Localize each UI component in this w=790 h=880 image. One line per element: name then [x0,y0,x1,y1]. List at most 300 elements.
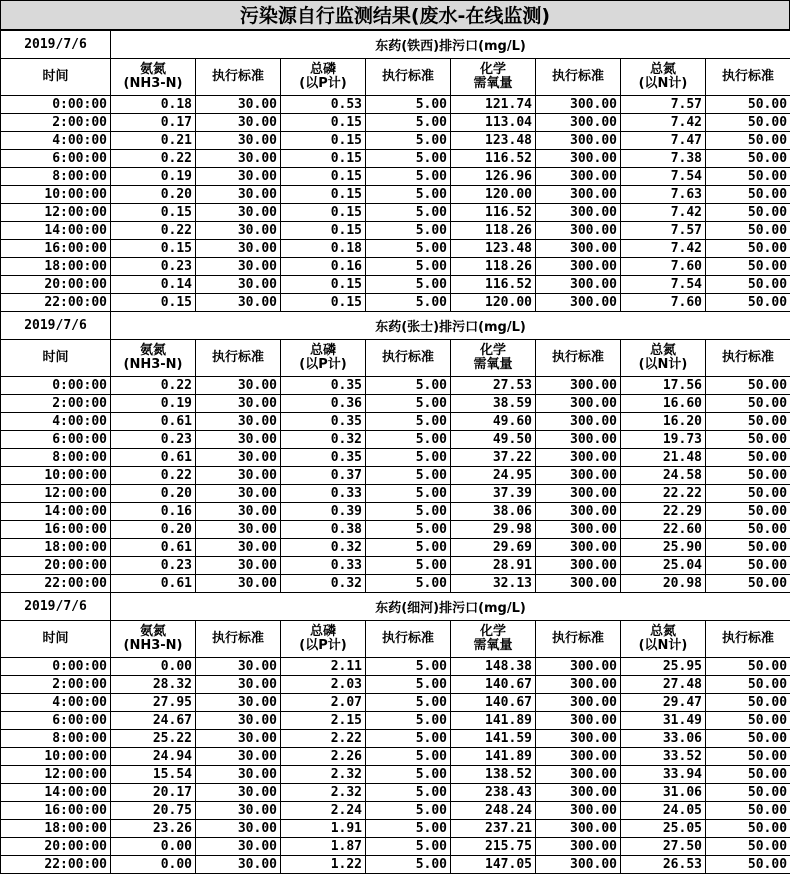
value-cell: 30.00 [196,240,281,258]
value-cell: 300.00 [536,395,621,413]
value-cell: 7.42 [621,240,706,258]
column-header-line: (以P计) [299,357,347,372]
value-cell: 29.69 [451,539,536,557]
value-cell: 7.57 [621,96,706,114]
value-cell: 30.00 [196,658,281,676]
value-cell: 300.00 [536,258,621,276]
value-cell: 20.75 [111,802,196,820]
column-header [281,621,366,658]
column-header-line: 需氧量 [473,76,513,91]
value-cell: 300.00 [536,204,621,222]
column-header-line: (以P计) [299,638,347,653]
value-cell: 0.35 [281,413,366,431]
value-cell: 0.15 [281,168,366,186]
value-cell: 17.56 [621,377,706,395]
time-cell: 6:00:00 [1,150,111,168]
value-cell: 7.42 [621,204,706,222]
value-cell: 49.50 [451,431,536,449]
column-header-line: 总磷 [309,624,336,639]
value-cell: 50.00 [706,485,790,503]
column-header-line: 时间 [42,631,69,646]
value-cell: 0.00 [111,856,196,874]
value-cell: 5.00 [366,658,451,676]
value-cell: 0.32 [281,431,366,449]
value-cell: 0.15 [281,222,366,240]
value-cell: 30.00 [196,802,281,820]
value-cell: 7.38 [621,150,706,168]
value-cell: 300.00 [536,413,621,431]
column-header-line: (NH3-N) [123,76,183,91]
value-cell: 30.00 [196,431,281,449]
column-header [706,621,790,658]
value-cell: 49.60 [451,413,536,431]
value-cell: 30.00 [196,204,281,222]
value-cell: 5.00 [366,150,451,168]
value-cell: 2.15 [281,712,366,730]
value-cell: 30.00 [196,521,281,539]
value-cell: 5.00 [366,96,451,114]
value-cell: 300.00 [536,539,621,557]
time-cell: 12:00:00 [1,766,111,784]
value-cell: 50.00 [706,413,790,431]
value-cell: 123.48 [451,240,536,258]
value-cell: 300.00 [536,575,621,593]
table-row [1,503,790,521]
value-cell: 30.00 [196,784,281,802]
value-cell: 50.00 [706,694,790,712]
column-header-row [1,59,790,96]
value-cell: 50.00 [706,575,790,593]
value-cell: 28.32 [111,676,196,694]
value-cell: 0.18 [111,96,196,114]
time-cell: 0:00:00 [1,96,111,114]
time-cell: 0:00:00 [1,658,111,676]
value-cell: 29.98 [451,521,536,539]
column-header-line: (以P计) [299,76,347,91]
value-cell: 50.00 [706,168,790,186]
value-cell: 50.00 [706,132,790,150]
column-header-line: 执行标准 [211,69,264,84]
value-cell: 0.35 [281,449,366,467]
value-cell: 30.00 [196,186,281,204]
time-cell: 4:00:00 [1,132,111,150]
value-cell: 0.33 [281,557,366,575]
value-cell: 5.00 [366,413,451,431]
table-row [1,395,790,413]
value-cell: 126.96 [451,168,536,186]
column-header [621,59,706,96]
value-cell: 5.00 [366,730,451,748]
value-cell: 22.22 [621,485,706,503]
time-cell: 20:00:00 [1,276,111,294]
value-cell: 33.06 [621,730,706,748]
time-cell: 4:00:00 [1,694,111,712]
value-cell: 5.00 [366,467,451,485]
value-cell: 5.00 [366,204,451,222]
time-cell: 8:00:00 [1,168,111,186]
value-cell: 300.00 [536,748,621,766]
value-cell: 50.00 [706,784,790,802]
column-header-line: 时间 [42,350,69,365]
value-cell: 7.60 [621,294,706,312]
value-cell: 30.00 [196,276,281,294]
value-cell: 140.67 [451,676,536,694]
value-cell: 5.00 [366,856,451,874]
time-cell: 10:00:00 [1,467,111,485]
time-cell: 8:00:00 [1,449,111,467]
column-header-line: 氨氮 [139,62,166,77]
time-cell: 22:00:00 [1,856,111,874]
value-cell: 300.00 [536,240,621,258]
value-cell: 27.95 [111,694,196,712]
value-cell: 30.00 [196,575,281,593]
column-header-line: 执行标准 [211,350,264,365]
column-header [1,340,111,377]
value-cell: 25.05 [621,820,706,838]
time-cell: 16:00:00 [1,240,111,258]
value-cell: 300.00 [536,694,621,712]
section-date: 2019/7/6 [1,312,111,340]
value-cell: 16.60 [621,395,706,413]
value-cell: 5.00 [366,575,451,593]
value-cell: 0.15 [281,132,366,150]
value-cell: 300.00 [536,766,621,784]
value-cell: 300.00 [536,132,621,150]
value-cell: 50.00 [706,395,790,413]
value-cell: 27.48 [621,676,706,694]
time-cell: 10:00:00 [1,748,111,766]
value-cell: 215.75 [451,838,536,856]
section-header-row [1,31,790,59]
column-header-row [1,621,790,658]
value-cell: 300.00 [536,276,621,294]
value-cell: 0.20 [111,521,196,539]
value-cell: 50.00 [706,521,790,539]
value-cell: 5.00 [366,694,451,712]
value-cell: 116.52 [451,150,536,168]
value-cell: 15.54 [111,766,196,784]
table-row [1,377,790,395]
value-cell: 1.87 [281,838,366,856]
value-cell: 30.00 [196,168,281,186]
value-cell: 120.00 [451,186,536,204]
value-cell: 50.00 [706,467,790,485]
value-cell: 300.00 [536,467,621,485]
value-cell: 5.00 [366,676,451,694]
table-row [1,240,790,258]
value-cell: 2.03 [281,676,366,694]
value-cell: 50.00 [706,222,790,240]
time-cell: 18:00:00 [1,258,111,276]
value-cell: 24.67 [111,712,196,730]
value-cell: 5.00 [366,802,451,820]
column-header [706,340,790,377]
column-header-line: (以N计) [638,638,688,653]
column-header-line: 化学 [479,62,506,77]
value-cell: 50.00 [706,856,790,874]
value-cell: 138.52 [451,766,536,784]
column-header-line: 氨氮 [139,624,166,639]
value-cell: 7.42 [621,114,706,132]
column-header-line: 执行标准 [381,350,434,365]
value-cell: 0.23 [111,258,196,276]
value-cell: 300.00 [536,730,621,748]
value-cell: 20.98 [621,575,706,593]
value-cell: 300.00 [536,168,621,186]
value-cell: 50.00 [706,503,790,521]
table-row [1,114,790,132]
value-cell: 300.00 [536,784,621,802]
table-row [1,276,790,294]
value-cell: 0.39 [281,503,366,521]
value-cell: 50.00 [706,539,790,557]
table-row [1,449,790,467]
value-cell: 5.00 [366,766,451,784]
value-cell: 0.38 [281,521,366,539]
value-cell: 300.00 [536,676,621,694]
value-cell: 7.54 [621,276,706,294]
value-cell: 50.00 [706,431,790,449]
value-cell: 33.94 [621,766,706,784]
column-header [621,621,706,658]
value-cell: 300.00 [536,521,621,539]
column-header-line: 需氧量 [473,357,513,372]
table-row [1,694,790,712]
value-cell: 50.00 [706,96,790,114]
column-header-line: 执行标准 [722,69,775,84]
value-cell: 30.00 [196,557,281,575]
table-row [1,766,790,784]
value-cell: 113.04 [451,114,536,132]
time-cell: 14:00:00 [1,503,111,521]
value-cell: 5.00 [366,838,451,856]
value-cell: 30.00 [196,222,281,240]
time-cell: 4:00:00 [1,413,111,431]
value-cell: 0.16 [281,258,366,276]
value-cell: 30.00 [196,503,281,521]
value-cell: 5.00 [366,377,451,395]
value-cell: 118.26 [451,258,536,276]
value-cell: 140.67 [451,694,536,712]
value-cell: 50.00 [706,294,790,312]
value-cell: 32.13 [451,575,536,593]
value-cell: 7.47 [621,132,706,150]
table-row [1,521,790,539]
value-cell: 116.52 [451,276,536,294]
value-cell: 50.00 [706,712,790,730]
section-header-row [1,312,790,340]
value-cell: 300.00 [536,485,621,503]
time-cell: 18:00:00 [1,539,111,557]
value-cell: 5.00 [366,449,451,467]
value-cell: 20.17 [111,784,196,802]
column-header-line: (以N计) [638,357,688,372]
value-cell: 5.00 [366,431,451,449]
table-row [1,150,790,168]
column-header [706,59,790,96]
column-header [451,340,536,377]
table-row [1,838,790,856]
value-cell: 30.00 [196,413,281,431]
value-cell: 300.00 [536,294,621,312]
value-cell: 2.26 [281,748,366,766]
value-cell: 30.00 [196,449,281,467]
value-cell: 300.00 [536,150,621,168]
column-header-line: (NH3-N) [123,638,183,653]
column-header [366,340,451,377]
column-header-line: (以N计) [638,76,688,91]
value-cell: 0.61 [111,539,196,557]
value-cell: 7.60 [621,258,706,276]
value-cell: 50.00 [706,276,790,294]
value-cell: 30.00 [196,467,281,485]
value-cell: 120.00 [451,294,536,312]
value-cell: 0.15 [281,150,366,168]
value-cell: 0.15 [111,204,196,222]
section-date: 2019/7/6 [1,593,111,621]
value-cell: 50.00 [706,676,790,694]
value-cell: 5.00 [366,784,451,802]
value-cell: 5.00 [366,222,451,240]
value-cell: 5.00 [366,240,451,258]
value-cell: 0.23 [111,557,196,575]
value-cell: 37.22 [451,449,536,467]
value-cell: 30.00 [196,377,281,395]
value-cell: 0.61 [111,449,196,467]
value-cell: 0.21 [111,132,196,150]
value-cell: 0.15 [111,240,196,258]
time-cell: 2:00:00 [1,395,111,413]
value-cell: 118.26 [451,222,536,240]
value-cell: 50.00 [706,377,790,395]
value-cell: 300.00 [536,838,621,856]
value-cell: 141.89 [451,748,536,766]
value-cell: 5.00 [366,521,451,539]
value-cell: 50.00 [706,258,790,276]
value-cell: 7.63 [621,186,706,204]
value-cell: 38.59 [451,395,536,413]
table-row [1,730,790,748]
column-header-line: 执行标准 [722,350,775,365]
value-cell: 300.00 [536,186,621,204]
value-cell: 25.90 [621,539,706,557]
table-row [1,676,790,694]
table-row [1,132,790,150]
column-header-line: 总磷 [309,343,336,358]
table-row [1,575,790,593]
value-cell: 5.00 [366,485,451,503]
value-cell: 38.06 [451,503,536,521]
value-cell: 0.53 [281,96,366,114]
value-cell: 0.15 [111,294,196,312]
value-cell: 30.00 [196,395,281,413]
table-row [1,186,790,204]
time-cell: 18:00:00 [1,820,111,838]
table-row [1,294,790,312]
value-cell: 24.95 [451,467,536,485]
value-cell: 0.15 [281,294,366,312]
value-cell: 0.00 [111,658,196,676]
value-cell: 30.00 [196,838,281,856]
column-header [281,340,366,377]
value-cell: 50.00 [706,748,790,766]
column-header-row [1,340,790,377]
column-header-line: 总氮 [649,62,676,77]
value-cell: 1.22 [281,856,366,874]
value-cell: 0.15 [281,204,366,222]
value-cell: 0.15 [281,276,366,294]
time-cell: 22:00:00 [1,575,111,593]
column-header-line: 执行标准 [551,69,604,84]
column-header-line: 需氧量 [473,638,513,653]
value-cell: 30.00 [196,114,281,132]
value-cell: 147.05 [451,856,536,874]
value-cell: 123.48 [451,132,536,150]
value-cell: 300.00 [536,503,621,521]
value-cell: 300.00 [536,114,621,132]
value-cell: 5.00 [366,294,451,312]
value-cell: 22.29 [621,503,706,521]
value-cell: 50.00 [706,838,790,856]
value-cell: 0.17 [111,114,196,132]
column-header [196,59,281,96]
value-cell: 5.00 [366,258,451,276]
section-date: 2019/7/6 [1,31,111,59]
value-cell: 238.43 [451,784,536,802]
value-cell: 30.00 [196,132,281,150]
value-cell: 0.61 [111,575,196,593]
column-header [196,621,281,658]
value-cell: 0.19 [111,395,196,413]
value-cell: 5.00 [366,503,451,521]
value-cell: 25.95 [621,658,706,676]
value-cell: 30.00 [196,766,281,784]
value-cell: 33.52 [621,748,706,766]
value-cell: 141.59 [451,730,536,748]
value-cell: 0.61 [111,413,196,431]
section-outlet-name: 东药(细河)排污口(mg/L) [111,593,790,621]
value-cell: 30.00 [196,856,281,874]
value-cell: 0.22 [111,222,196,240]
time-cell: 12:00:00 [1,485,111,503]
value-cell: 0.15 [281,186,366,204]
value-cell: 7.57 [621,222,706,240]
value-cell: 31.06 [621,784,706,802]
table-row [1,712,790,730]
value-cell: 2.07 [281,694,366,712]
value-cell: 0.22 [111,150,196,168]
value-cell: 2.11 [281,658,366,676]
column-header [196,340,281,377]
value-cell: 0.33 [281,485,366,503]
value-cell: 50.00 [706,766,790,784]
value-cell: 50.00 [706,114,790,132]
value-cell: 300.00 [536,658,621,676]
value-cell: 30.00 [196,730,281,748]
value-cell: 30.00 [196,820,281,838]
value-cell: 30.00 [196,150,281,168]
time-cell: 10:00:00 [1,186,111,204]
value-cell: 0.36 [281,395,366,413]
value-cell: 22.60 [621,521,706,539]
value-cell: 0.19 [111,168,196,186]
value-cell: 5.00 [366,748,451,766]
value-cell: 5.00 [366,712,451,730]
value-cell: 300.00 [536,449,621,467]
table-row [1,802,790,820]
column-header [366,621,451,658]
time-cell: 2:00:00 [1,114,111,132]
